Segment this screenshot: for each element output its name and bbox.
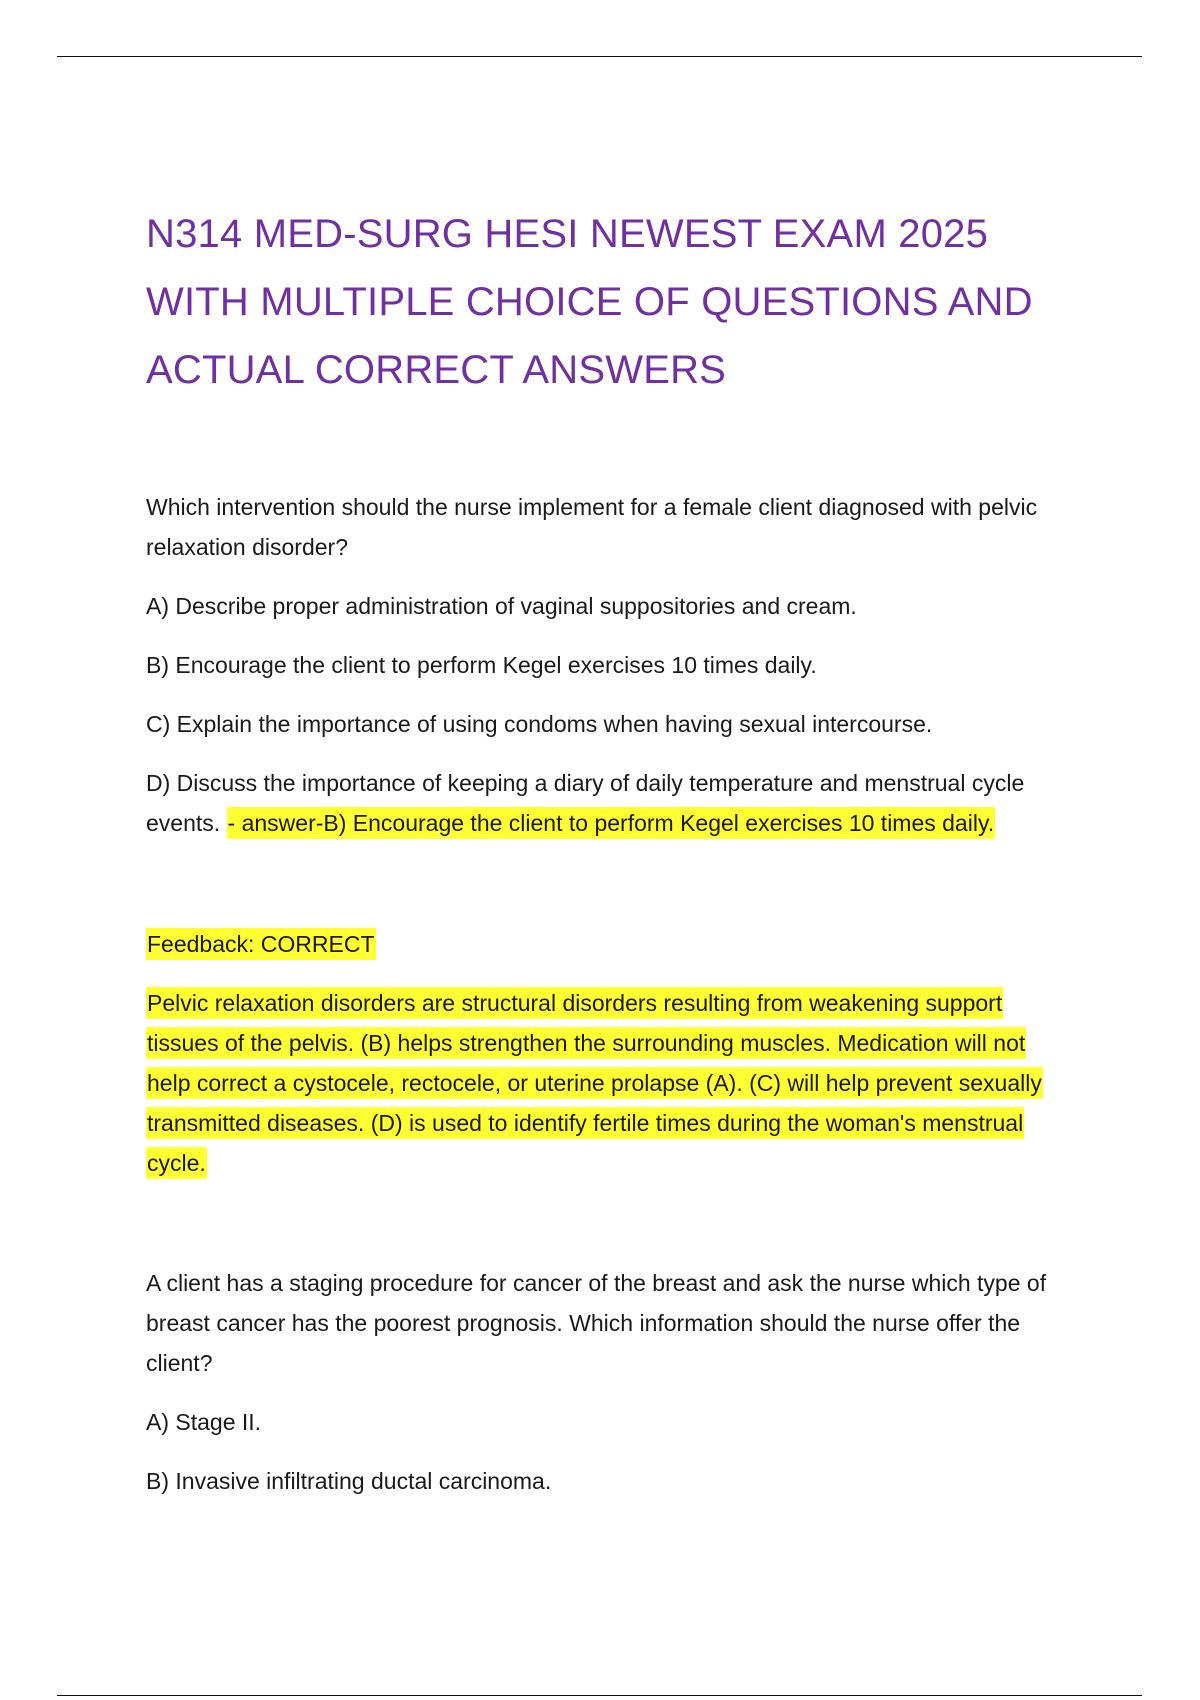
- question-1-option-a: A) Describe proper administration of vaginal suppositories and cream.: [146, 593, 857, 619]
- document-page: [146, 200, 1066, 1501]
- question-2-option-b: B) Invasive infiltrating ductal carcinoma.: [146, 1468, 552, 1494]
- document-title: N314 MED-SURG HESI NEWEST EXAM 2025 WITH MULTIPLE CHOICE OF QUESTIONS AND ACTUAL CORRECT ANSWERS: [146, 212, 1033, 392]
- top-rule: [57, 56, 1142, 57]
- question-2-option-a: A) Stage II.: [146, 1409, 262, 1435]
- question-1-option-b: B) Encourage the client to perform Kegel exercises 10 times daily.: [146, 652, 817, 678]
- feedback-explanation: Pelvic relaxation disorders are structural disorders resulting from weakening support tissues of the pelvis. (B) helps strengthen the surrounding muscles. Medication will not help correct a cystocele, rectocele, or uterine prolapse (A). (C) will help prevent sexually transmitted diseases. (D) is used to identify fertile times during the woman's menstrual cycle.: [146, 987, 1043, 1179]
- question-1-option-d: [146, 763, 1066, 843]
- question-1-option-c: C) Explain the importance of using condoms when having sexual intercourse.: [146, 711, 933, 737]
- question-1-answer: - answer-B) Encourage the client to perform Kegel exercises 10 times daily.: [227, 807, 996, 839]
- question-1-option-d-text: D) Discuss the importance of keeping a diary of daily temperature and menstrual cycle events.: [146, 770, 1025, 836]
- question-1-feedback-label: [146, 924, 1066, 964]
- feedback-label-text: Feedback: CORRECT: [146, 928, 376, 960]
- question-2-stem: A client has a staging procedure for cancer of the breast and ask the nurse which type of breast cancer has the poorest prognosis. Which information should the nurse offer the client?: [146, 1270, 1047, 1376]
- bottom-rule: [57, 1695, 1142, 1696]
- question-1-stem: Which intervention should the nurse implement for a female client diagnosed with pelvic relaxation disorder?: [146, 494, 1038, 560]
- question-1-feedback-text: [146, 983, 1066, 1183]
